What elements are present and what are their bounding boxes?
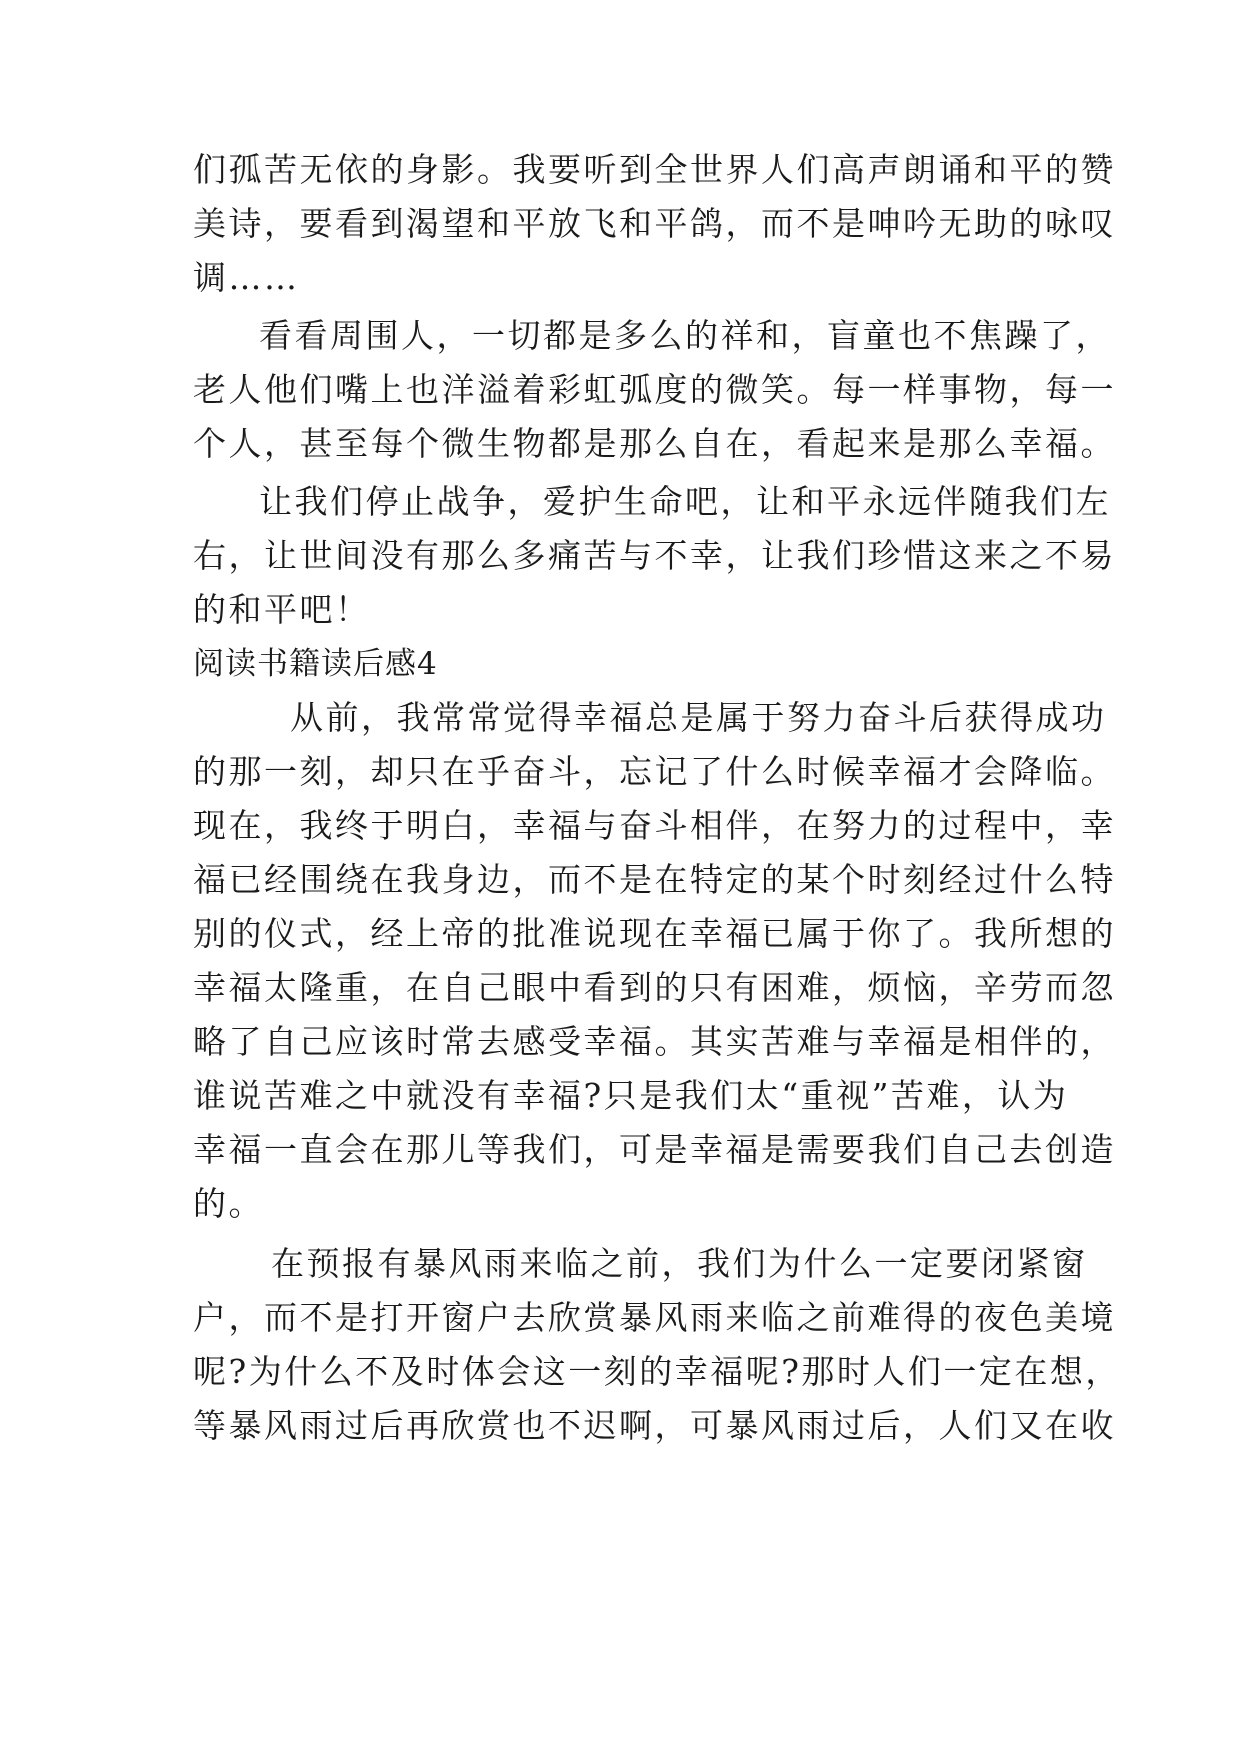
- paragraph-first-line: 让我们停止战争，爱护生命吧，让和平永远伴随我们左: [259, 482, 1111, 521]
- text-line: 调……: [193, 258, 300, 297]
- text-line: 呢?为什么不及时体会这一刻的幸福呢?那时人们一定在想，: [193, 1352, 1121, 1391]
- paragraph-first-line: 从前，我常常觉得幸福总是属于努力奋斗后获得成功: [290, 698, 1107, 737]
- text-line: 个人，甚至每个微生物都是那么自在，看起来是那么幸福。: [193, 424, 1116, 463]
- paragraph-first-line: 在预报有暴风雨来临之前，我们为什么一定要闭紧窗: [271, 1244, 1088, 1283]
- paragraph-first-line: 看看周围人，一切都是多么的祥和，盲童也不焦躁了，: [259, 316, 1111, 355]
- text-line: 现在，我终于明白，幸福与奋斗相伴，在努力的过程中，幸: [193, 806, 1116, 845]
- text-line: 别的仪式，经上帝的批准说现在幸福已属于你了。我所想的: [193, 914, 1116, 953]
- text-line: 的。: [193, 1184, 264, 1223]
- text-line: 幸福一直会在那儿等我们，可是幸福是需要我们自己去创造: [193, 1130, 1116, 1169]
- text-line: 户，而不是打开窗户去欣赏暴风雨来临之前难得的夜色美境: [193, 1298, 1116, 1337]
- text-line: 的和平吧！: [193, 590, 371, 629]
- text-line: 等暴风雨过后再欣赏也不迟啊，可暴风雨过后，人们又在收: [193, 1406, 1116, 1445]
- text-line: 的那一刻，却只在乎奋斗，忘记了什么时候幸福才会降临。: [193, 752, 1116, 791]
- text-line: 老人他们嘴上也洋溢着彩虹弧度的微笑。每一样事物，每一: [193, 370, 1116, 409]
- section-heading: 阅读书籍读后感4: [193, 646, 438, 682]
- text-line: 福已经围绕在我身边，而不是在特定的某个时刻经过什么特: [193, 860, 1116, 899]
- text-line: 美诗，要看到渴望和平放飞和平鸽，而不是呻吟无助的咏叹: [193, 204, 1116, 243]
- text-line: 们孤苦无依的身影。我要听到全世界人们高声朗诵和平的赞: [193, 150, 1116, 189]
- text-line: 幸福太隆重，在自己眼中看到的只有困难，烦恼，辛劳而忽: [193, 968, 1116, 1007]
- text-line: 谁说苦难之中就没有幸福?只是我们太“重视”苦难，认为: [193, 1076, 1069, 1115]
- text-line: 略了自己应该时常去感受幸福。其实苦难与幸福是相伴的，: [193, 1022, 1116, 1061]
- text-line: 右，让世间没有那么多痛苦与不幸，让我们珍惜这来之不易: [193, 536, 1116, 575]
